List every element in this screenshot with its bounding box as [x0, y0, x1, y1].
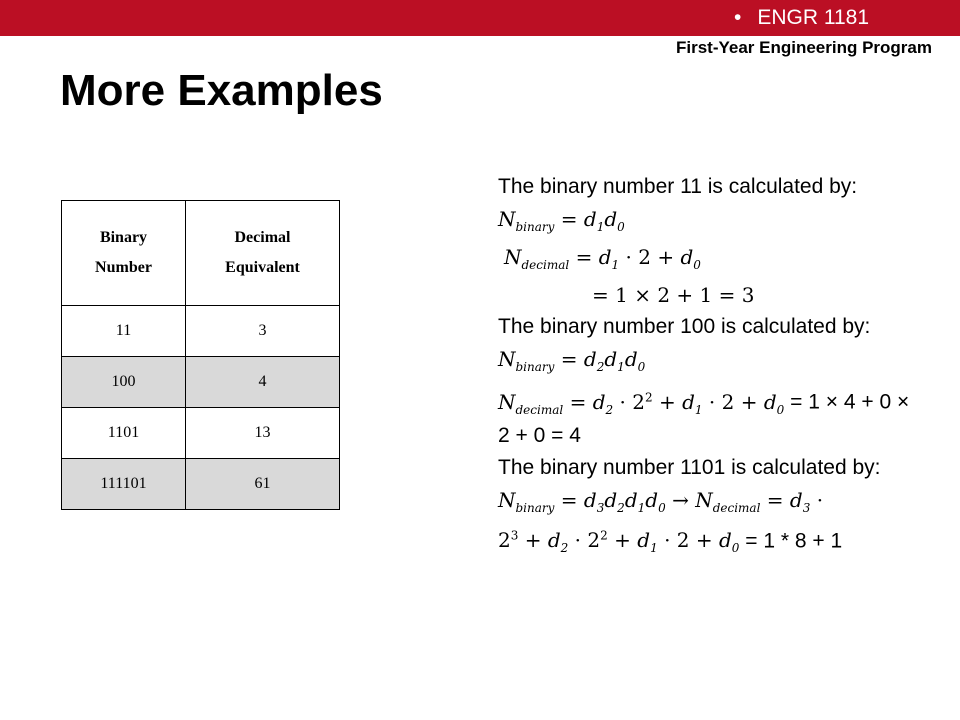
- table-row: [62, 306, 340, 357]
- decimal-cell: 4: [186, 357, 340, 408]
- example-1-binary-formula: $N_{binary} = d_1d_0$: [498, 207, 625, 234]
- course-label: • ENGR 1181: [734, 6, 870, 29]
- example-2-decimal-formula: $N_{decimal} = d_2 \cdot 2^2 + d_1 \cdot 2 + d_0 = 1 \times 4 + 0 \times 2 + 0 = 4$: [498, 389, 910, 447]
- table-row: [62, 357, 340, 408]
- binary-cell: 1101: [62, 408, 186, 459]
- table-header-row: [62, 201, 340, 306]
- example-1-result: = 1 × 2 + 1 = 3: [592, 283, 755, 307]
- example-2-binary-formula: $N_{binary} = d_2d_1d_0$: [498, 347, 646, 374]
- binary-cell: 100: [62, 357, 186, 408]
- explanation-panel: [498, 174, 918, 561]
- slide-title: More Examples: [60, 66, 383, 115]
- program-name: First-Year Engineering Program: [675, 38, 932, 57]
- example-1-decimal-formula: $N_{decimal} = d_1 \cdot 2 + d_0$: [504, 245, 701, 272]
- table-row: [62, 459, 340, 510]
- example-3-result: = 1 * 8 + 1: [739, 529, 843, 553]
- example-1-intro: The binary number 11 is calculated by:: [498, 175, 858, 198]
- binary-cell: 111101: [62, 459, 186, 510]
- course-code: ENGR 1181: [757, 6, 870, 29]
- decimal-cell: 13: [186, 408, 340, 459]
- example-3-decimal-formula: $2^3 + d_2 \cdot 2^2 + d_1 \cdot 2 + d_0 = 1 * 8 + 1$: [498, 528, 843, 556]
- binary-cell: 11: [62, 306, 186, 357]
- example-3-binary-formula: $N_{binary} = d_3d_2d_1d_0 \to N_{decimal} = d_3$ ·: [498, 487, 824, 515]
- column-header-decimal: Decimal Equivalent: [186, 201, 340, 306]
- column-header-binary: Binary Number: [62, 201, 186, 306]
- example-2-result: = 1 × 4 + 0 × 2 + 0 = 4: [498, 390, 910, 447]
- binary-decimal-table: [61, 200, 340, 510]
- header-bar: [0, 0, 960, 36]
- example-2-intro: The binary number 100 is calculated by:: [498, 315, 871, 338]
- example-3-intro: The binary number 1101 is calculated by:: [498, 455, 881, 479]
- decimal-cell: 61: [186, 459, 340, 510]
- decimal-cell: 3: [186, 306, 340, 357]
- table-row: [62, 408, 340, 459]
